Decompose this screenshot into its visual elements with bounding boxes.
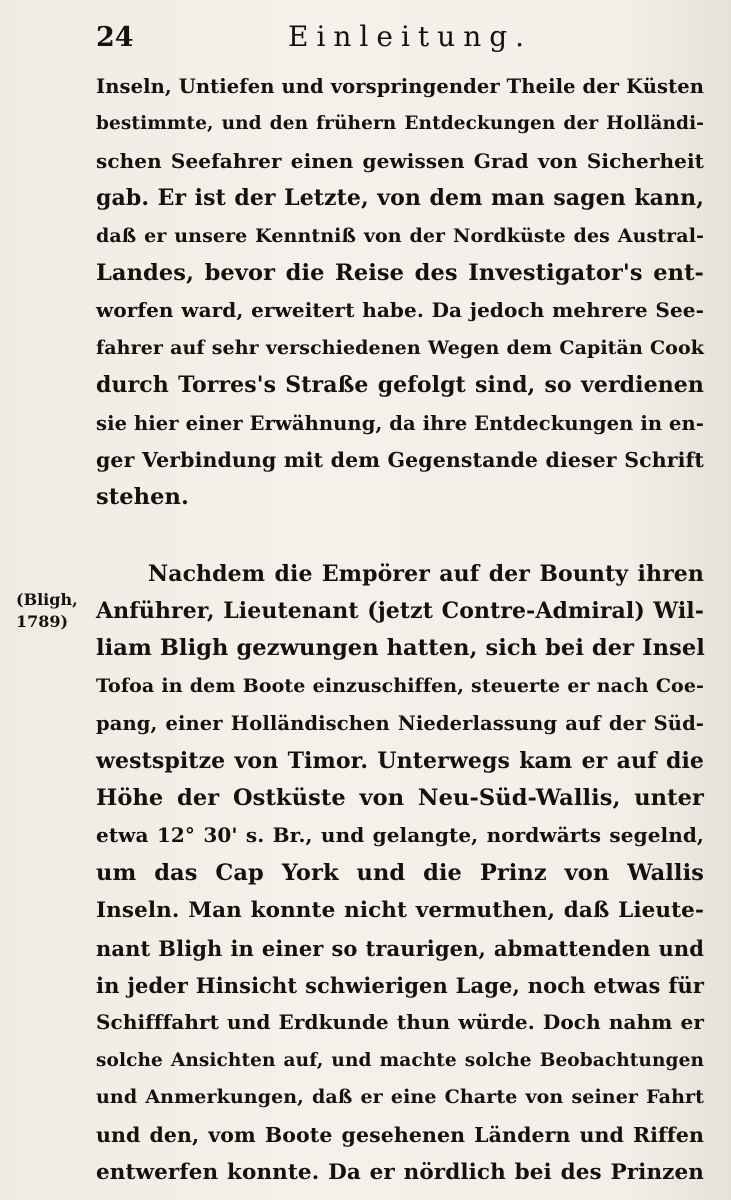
text-line: Tofoa in dem Boote einzuschiffen, steuerte er nach Coe- <box>96 674 704 697</box>
text-line: pang, einer Holländischen Niederlassung auf der Süd- <box>96 712 704 736</box>
text-line: Anführer, Lieutenant (jetzt Contre-Admiral) Wil- <box>96 598 704 625</box>
text-line: daß er unsere Kenntniß von der Nordküste des Austral- <box>96 224 704 247</box>
page-header <box>96 20 701 60</box>
paragraph-2 <box>96 556 704 1192</box>
text-line: durch Torres's Straße gefolgt sind, so verdienen <box>96 372 704 399</box>
text-line: nant Bligh in einer so traurigen, abmattenden und <box>96 935 704 961</box>
text-line: gab. Er ist der Letzte, von dem man sagen kann, <box>96 185 704 212</box>
text-line: Nachdem die Empörer auf der Bounty ihren <box>148 560 704 587</box>
page-number: 24 <box>96 22 134 53</box>
text-line: bestimmte, und den frühern Entdeckungen der Holländi- <box>96 113 704 135</box>
text-line: solche Ansichten auf, und machte solche Beobachtungen <box>96 1049 704 1071</box>
text-line: und den, vom Boote gesehenen Ländern und Riffen <box>96 1122 704 1147</box>
text-line: um das Cap York und die Prinz von Wallis <box>96 859 704 886</box>
margin-note <box>16 589 96 633</box>
running-head: Einleitung. <box>288 20 533 53</box>
body-text <box>96 68 704 1191</box>
text-line: Inseln, Untiefen und vorspringender Theile der Küsten <box>96 75 704 98</box>
text-line: und Anmerkungen, daß er eine Charte von seiner Fahrt <box>96 1086 704 1109</box>
text-line: ger Verbindung mit dem Gegenstande dieser Schrift <box>96 447 704 472</box>
text-line: Inseln. Man konnte nicht vermuthen, daß Lieute- <box>96 898 704 924</box>
text-line: stehen. <box>96 484 189 511</box>
text-line: Landes, bevor die Reise des Investigator's ent- <box>96 259 704 286</box>
text-line: Höhe der Ostküste von Neu-Süd-Wallis, unter <box>96 785 704 812</box>
text-line: etwa 12° 30' s. Br., und gelangte, nordwärts segelnd, <box>96 823 704 848</box>
paragraph-1 <box>96 68 704 517</box>
text-line: sie hier einer Erwähnung, da ihre Entdeckungen in en- <box>96 411 704 435</box>
text-line: schen Seefahrer einen gewissen Grad von Sicherheit <box>96 148 704 173</box>
text-line: liam Bligh gezwungen hatten, sich bei der Insel <box>96 635 705 662</box>
text-line: in jeder Hinsicht schwierigen Lage, noch etwas für <box>96 972 704 998</box>
text-line: Schifffahrt und Erdkunde thun würde. Doch nahm er <box>96 1010 704 1035</box>
text-line: entwerfen konnte. Da er nördlich bei des Prinzen <box>96 1159 704 1185</box>
text-line: fahrer auf sehr verschiedenen Wegen dem Capitän Cook <box>96 336 704 359</box>
margin-note-line: (Bligh, <box>16 590 78 609</box>
margin-note-line: 1789) <box>16 612 69 631</box>
text-line: westspitze von Timor. Unterwegs kam er auf die <box>96 747 704 774</box>
paragraph-gap <box>96 517 704 556</box>
text-line: worfen ward, erweitert habe. Da jedoch mehrere See- <box>96 298 704 323</box>
